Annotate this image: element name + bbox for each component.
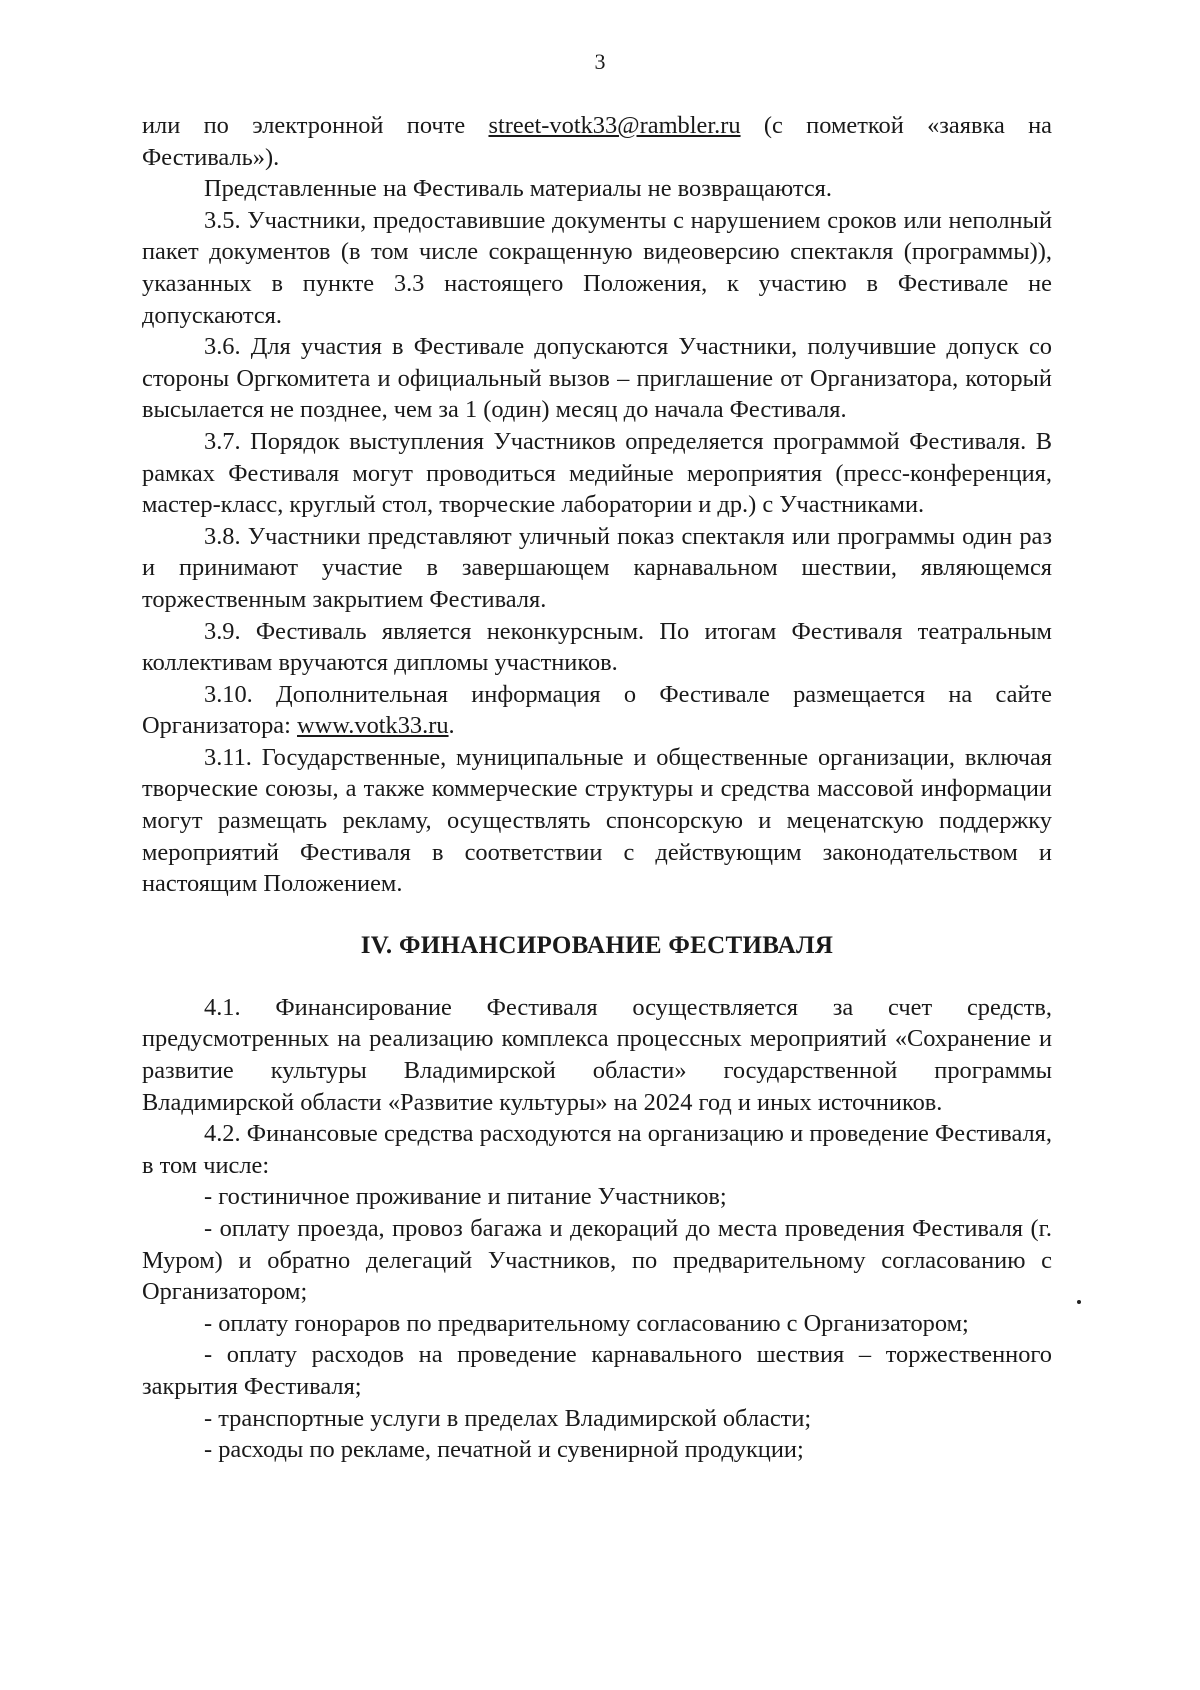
paragraph: 3.7. Порядок выступления Участников определяется программой Фестиваля. В рамках Фестиваля могут проводиться медийные мероприятия (пресс-конференция, мастер-класс, круглый стол, творческие лаборатории и др.) с Участниками. [142,427,1052,519]
paragraph [142,679,1052,742]
expense-list-item: - гостиничное проживание и питание Участников; [204,1183,727,1211]
email-link[interactable]: street-votk33@rambler.ru [488,112,741,139]
expense-list-item: - оплату расходов на проведение карнавального шествия – торжественного закрытия Фестиваля; [142,1341,1052,1400]
expense-list-item: - транспортные услуги в пределах Владимирской области; [204,1404,812,1432]
paragraph-text: (с пометкой «заявка на Фестиваль»). [142,112,1052,171]
expense-list-item: - оплату проезда, провоз багажа и декораций до места проведения Фестиваля (г. Муром) и обратно делегаций Участников, по предварительному согласованию с Организатором; [142,1215,1052,1306]
paragraph-text: . [448,712,455,740]
paragraph [142,110,1052,173]
paragraph: 3.11. Государственные, муниципальные и общественные организации, включая творческие союзы, а также коммерческие структуры и средства массовой информации могут размещать рекламу, осуществлять спонсорскую и меценатскую поддержку мероприятий Фестиваля в соответствии с действующим законодательством и настоящим Положением. [142,743,1052,898]
paragraph-text: 3.10. Дополнительная информация о Фестивале размещается на сайте Организатора: [142,680,1052,740]
paragraph: 3.5. Участники, предоставившие документы с нарушением сроков или неполный пакет документов (в том числе сокращенную видеоверсию спектакля (программы)), указанных в пункте 3.3 настоящего Положения, к участию в Фестивале не допускаются. [142,206,1052,329]
page-number: 3 [594,49,606,74]
document-body [142,110,1052,1466]
paragraph: 3.6. Для участия в Фестивале допускаются Участники, получившие допуск со стороны Оргкомитета и официальный вызов – приглашение от Организатора, который высылается не позднее, чем за 1 (один) месяц до начала Фестиваля. [142,333,1052,424]
scan-speck [1077,1300,1081,1304]
website-link[interactable]: www.votk33.ru [297,712,449,740]
section-heading: IV. ФИНАНСИРОВАНИЕ ФЕСТИВАЛЯ [360,931,834,959]
paragraph: 3.8. Участники представляют уличный показ спектакля или программы один раз и принимают участие в завершающем карнавальном шествии, являющемся торжественным закрытием Фестиваля. [142,522,1052,613]
paragraph: 3.9. Фестиваль является неконкурсным. По итогам Фестиваля театральным коллективам вручаются дипломы участников. [142,617,1052,677]
expense-list-item: - оплату гонораров по предварительному согласованию с Организатором; [204,1309,969,1337]
paragraph: Представленные на Фестиваль материалы не возвращаются. [204,175,832,203]
expense-list-item: - расходы по рекламе, печатной и сувенирной продукции; [204,1436,804,1464]
paragraph-text: или по электронной почте [142,112,489,139]
paragraph: 4.1. Финансирование Фестиваля осуществляется за счет средств, предусмотренных на реализацию комплекса процессных мероприятий «Сохранение и развитие культуры Владимирской области» государственной программы Владимирской области «Развитие культуры» на 2024 год и иных источников. [142,993,1052,1116]
paragraph: 4.2. Финансовые средства расходуются на организацию и проведение Фестиваля, в том числе: [142,1120,1052,1179]
